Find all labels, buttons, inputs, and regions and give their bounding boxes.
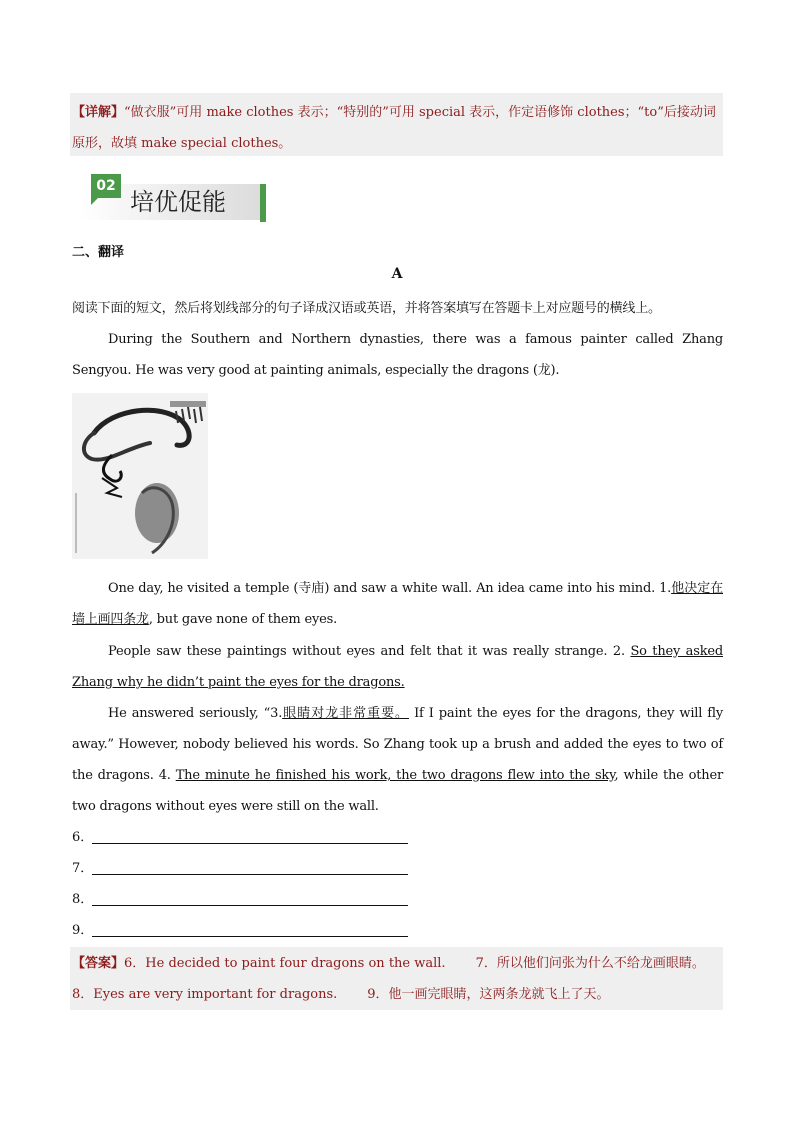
answer-blank-6[interactable]: 6． <box>72 828 93 848</box>
dragon-painting-image <box>72 393 208 559</box>
question-4-underline: The minute he finished his work, the two dragons flew into the sky <box>175 768 615 783</box>
explanation-box <box>70 93 723 156</box>
section-banner <box>80 172 266 222</box>
answer-6: 6．He decided to paint four dragons on the wall. <box>124 956 446 971</box>
answer-7: 7．所以他们问张为什么不给龙画眼睛。 <box>475 956 705 971</box>
answer-blank-8[interactable]: 8． <box>72 890 93 910</box>
banner-number: 02 <box>91 174 121 198</box>
explanation-text: “做衣服”可用 make clothes 表示；“特别的”可用 special 表示，作定语修饰 clothes；“to”后接动词原形，故填 make special clothes。 <box>72 105 716 151</box>
answer-blank-7[interactable]: 7． <box>72 859 93 879</box>
answer-8: 8．Eyes are very important for dragons. <box>72 987 338 1002</box>
passage-letter: A <box>391 266 403 282</box>
answer-tag: 【答案】 <box>72 956 125 971</box>
question-2-underline: So they asked Zhang why he didn’t paint the eyes for the dragons. <box>72 644 724 690</box>
paragraph-1: During the Southern and Northern dynasties, there was a famous painter called Zhang Sengyou. He was very good at painting animals, especially the dragons (龙). <box>72 332 723 378</box>
question-3-underline: 眼睛对龙非常重要。 <box>282 706 410 721</box>
paragraph-4: He answered seriously, “3.眼睛对龙非常重要。 If I paint the eyes for the dragons, they will fly away.” However, nobody believed his words. So Zhang took up a brush and added the eyes to two of the dragons. 4. The minute he finished his work, the two dragons flew into the sky, while the other two dragons without eyes were still on the wall. <box>72 706 724 814</box>
banner-title: 培优促能 <box>130 188 226 216</box>
answer-blank-9[interactable]: 9． <box>72 921 93 941</box>
answer-box <box>70 947 723 1010</box>
explanation-tag: 【详解】 <box>72 105 125 120</box>
section-heading: 二、翻译 <box>72 245 125 260</box>
answer-9: 9．他一画完眼睛，这两条龙就飞上了天。 <box>367 987 610 1002</box>
paragraph-3: People saw these paintings without eyes and felt that it was really strange. 2. So they asked Zhang why he didn’t paint the eyes for the dragons. <box>72 644 724 690</box>
instruction: 阅读下面的短文，然后将划线部分的句子译成汉语或英语，并将答案填写在答题卡上对应题号的横线上。 <box>72 301 661 316</box>
question-1-underline: 他决定在墙上画四条龙 <box>72 581 724 627</box>
paragraph-2: One day, he visited a temple (寺庙) and saw a white wall. An idea came into his mind. 1.他决定在墙上画四条龙, but gave none of them eyes. <box>72 581 724 627</box>
